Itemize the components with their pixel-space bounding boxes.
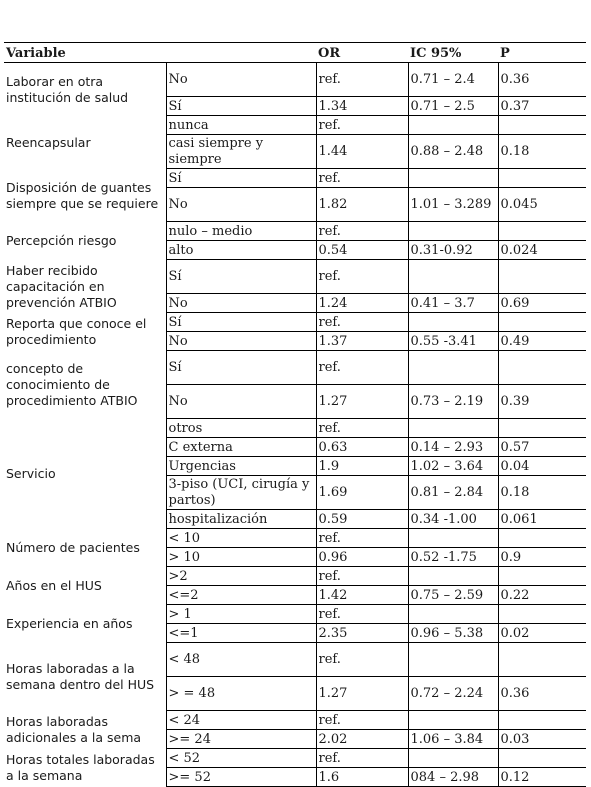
table-row: [4, 419, 586, 438]
variable-cell: Número de pacientes: [6, 540, 140, 555]
or-cell: ref.: [316, 419, 408, 438]
or-cell: 1.9: [316, 457, 408, 476]
ic-cell: 0.55 -3.41: [408, 332, 498, 351]
category-cell: < 24: [166, 711, 316, 730]
category-cell: nunca: [166, 116, 316, 135]
ic-cell: 0.96 – 5.38: [408, 624, 498, 643]
ic-cell: 0.72 – 2.24: [408, 677, 498, 711]
or-cell: ref.: [316, 749, 408, 768]
table-row: [4, 605, 586, 624]
category-cell: 3-piso (UCI, cirugía y partos): [166, 476, 316, 510]
ic-cell: [408, 260, 498, 294]
category-cell: Sí: [166, 313, 316, 332]
category-cell: otros: [166, 419, 316, 438]
ic-cell: [408, 567, 498, 586]
p-cell: [498, 529, 586, 548]
category-cell: Sí: [166, 351, 316, 385]
or-cell: 1.44: [316, 135, 408, 169]
ic-cell: [408, 605, 498, 624]
category-cell: C externa: [166, 438, 316, 457]
or-cell: 1.6: [316, 768, 408, 787]
category-cell: nulo – medio: [166, 222, 316, 241]
variable-cell: Años en el HUS: [6, 578, 102, 593]
p-cell: 0.061: [498, 510, 586, 529]
p-cell: [498, 567, 586, 586]
or-cell: 1.34: [316, 97, 408, 116]
p-cell: 0.18: [498, 476, 586, 510]
category-cell: <=1: [166, 624, 316, 643]
results-table: [4, 42, 586, 787]
p-cell: 0.37: [498, 97, 586, 116]
category-cell: >2: [166, 567, 316, 586]
variable-cell: Laborar en otra institución de salud: [6, 73, 129, 105]
or-cell: ref.: [316, 63, 408, 97]
or-cell: 0.54: [316, 241, 408, 260]
table-row: [4, 711, 586, 730]
ic-cell: 1.06 – 3.84: [408, 730, 498, 749]
category-cell: Sí: [166, 97, 316, 116]
ic-cell: 0.14 – 2.93: [408, 438, 498, 457]
or-cell: ref.: [316, 567, 408, 586]
variable-cell: Disposición de guantes siempre que se requiere: [6, 179, 159, 211]
p-cell: 0.12: [498, 768, 586, 787]
or-cell: 0.59: [316, 510, 408, 529]
category-cell: No: [166, 385, 316, 419]
ic-cell: 0.52 -1.75: [408, 548, 498, 567]
category-cell: No: [166, 188, 316, 222]
or-cell: ref.: [316, 169, 408, 188]
category-cell: > 10: [166, 548, 316, 567]
or-cell: ref.: [316, 222, 408, 241]
ic-cell: [408, 313, 498, 332]
p-cell: [498, 116, 586, 135]
table-row: [4, 222, 586, 241]
ic-cell: [408, 116, 498, 135]
or-cell: ref.: [316, 529, 408, 548]
p-cell: 0.9: [498, 548, 586, 567]
or-cell: 1.24: [316, 294, 408, 313]
ic-cell: [408, 222, 498, 241]
table-row: [4, 169, 586, 188]
or-cell: 1.27: [316, 677, 408, 711]
category-cell: Urgencias: [166, 457, 316, 476]
table-row: [4, 63, 586, 97]
p-cell: [498, 711, 586, 730]
ic-cell: 0.73 – 2.19: [408, 385, 498, 419]
category-cell: Sí: [166, 169, 316, 188]
table-row: [4, 260, 586, 294]
or-cell: ref.: [316, 605, 408, 624]
ic-cell: 0.31-0.92: [408, 241, 498, 260]
p-cell: 0.57: [498, 438, 586, 457]
header-ic: IC 95%: [408, 43, 498, 63]
ic-cell: [408, 351, 498, 385]
variable-cell: concepto de conocimiento de procedimiento ATBIO: [6, 361, 138, 408]
or-cell: 1.27: [316, 385, 408, 419]
category-cell: >= 52: [166, 768, 316, 787]
ic-cell: [408, 169, 498, 188]
ic-cell: [408, 419, 498, 438]
or-cell: ref.: [316, 711, 408, 730]
variable-cell: Horas laboradas adicionales a la sema: [6, 714, 142, 745]
p-cell: 0.69: [498, 294, 586, 313]
variable-cell: Haber recibido capacitación en prevención ATBIO: [6, 262, 117, 310]
variable-cell: Experiencia en años: [6, 616, 133, 631]
or-cell: 2.35: [316, 624, 408, 643]
p-cell: 0.02: [498, 624, 586, 643]
category-cell: < 52: [166, 749, 316, 768]
p-cell: 0.39: [498, 385, 586, 419]
variable-cell: Horas totales laboradas a la semana: [6, 752, 155, 783]
or-cell: 1.82: [316, 188, 408, 222]
category-cell: > 1: [166, 605, 316, 624]
p-cell: [498, 313, 586, 332]
ic-cell: 0.75 – 2.59: [408, 586, 498, 605]
p-cell: 0.024: [498, 241, 586, 260]
table-row: [4, 529, 586, 548]
ic-cell: 0.88 – 2.48: [408, 135, 498, 169]
p-cell: 0.22: [498, 586, 586, 605]
category-cell: < 10: [166, 529, 316, 548]
ic-cell: 084 – 2.98: [408, 768, 498, 787]
p-cell: [498, 749, 586, 768]
header-or: OR: [316, 43, 408, 63]
ic-cell: 1.02 – 3.64: [408, 457, 498, 476]
p-cell: 0.03: [498, 730, 586, 749]
ic-cell: 0.34 -1.00: [408, 510, 498, 529]
or-cell: 1.69: [316, 476, 408, 510]
variable-cell: Percepción riesgo: [6, 233, 117, 248]
p-cell: [498, 260, 586, 294]
ic-cell: [408, 749, 498, 768]
variable-cell: Servicio: [6, 466, 56, 481]
category-cell: hospitalización: [166, 510, 316, 529]
or-cell: ref.: [316, 643, 408, 677]
p-cell: 0.36: [498, 63, 586, 97]
category-cell: > = 48: [166, 677, 316, 711]
p-cell: [498, 643, 586, 677]
category-cell: < 48: [166, 643, 316, 677]
header-category: [166, 43, 316, 63]
ic-cell: 0.41 – 3.7: [408, 294, 498, 313]
p-cell: 0.49: [498, 332, 586, 351]
or-cell: 0.63: [316, 438, 408, 457]
p-cell: [498, 419, 586, 438]
category-cell: >= 24: [166, 730, 316, 749]
ic-cell: 0.71 – 2.5: [408, 97, 498, 116]
variable-cell: Reporta que conoce el procedimiento: [6, 316, 147, 347]
p-cell: [498, 222, 586, 241]
p-cell: [498, 605, 586, 624]
variable-cell: Horas laboradas a la semana dentro del HUS: [6, 661, 155, 692]
table-row: [4, 116, 586, 135]
table-row: [4, 749, 586, 768]
or-cell: ref.: [316, 351, 408, 385]
category-cell: <=2: [166, 586, 316, 605]
header-row: [4, 43, 586, 63]
or-cell: 0.96: [316, 548, 408, 567]
category-cell: No: [166, 63, 316, 97]
category-cell: alto: [166, 241, 316, 260]
table-row: [4, 351, 586, 385]
table-row: [4, 567, 586, 586]
table-row: [4, 313, 586, 332]
category-cell: No: [166, 332, 316, 351]
or-cell: 2.02: [316, 730, 408, 749]
ic-cell: 0.81 – 2.84: [408, 476, 498, 510]
category-cell: casi siempre y siempre: [166, 135, 316, 169]
header-variable: Variable: [4, 43, 166, 63]
or-cell: ref.: [316, 313, 408, 332]
p-cell: 0.18: [498, 135, 586, 169]
header-p: P: [498, 43, 586, 63]
category-cell: No: [166, 294, 316, 313]
ic-cell: [408, 711, 498, 730]
ic-cell: 0.71 – 2.4: [408, 63, 498, 97]
or-cell: 1.42: [316, 586, 408, 605]
p-cell: 0.045: [498, 188, 586, 222]
category-cell: Sí: [166, 260, 316, 294]
p-cell: [498, 169, 586, 188]
p-cell: [498, 351, 586, 385]
p-cell: 0.04: [498, 457, 586, 476]
ic-cell: 1.01 – 3.289: [408, 188, 498, 222]
table-row: [4, 643, 586, 677]
or-cell: ref.: [316, 116, 408, 135]
ic-cell: [408, 529, 498, 548]
variable-cell: Reencapsular: [6, 134, 91, 150]
p-cell: 0.36: [498, 677, 586, 711]
or-cell: ref.: [316, 260, 408, 294]
ic-cell: [408, 643, 498, 677]
or-cell: 1.37: [316, 332, 408, 351]
